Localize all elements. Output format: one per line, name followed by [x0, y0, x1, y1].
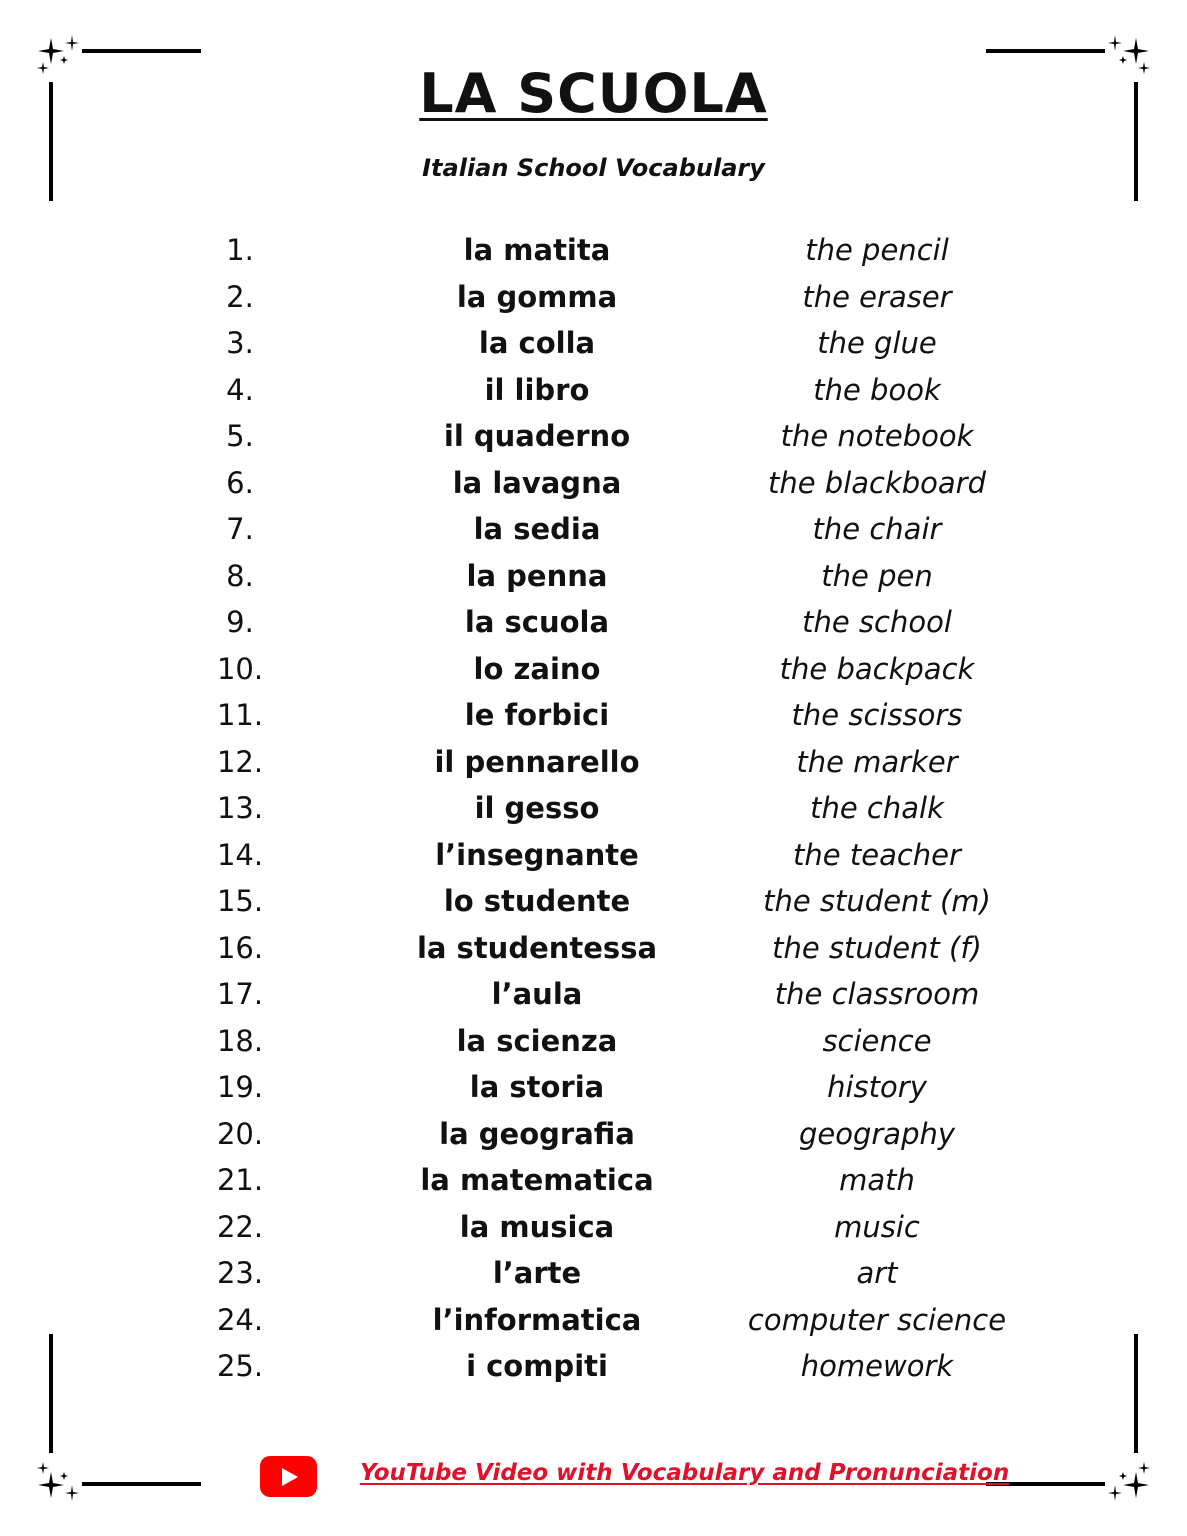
item-number: 10. — [216, 651, 264, 686]
english-translation: the student (f) — [772, 930, 982, 965]
item-number: 25. — [216, 1349, 264, 1383]
english-translation: science — [822, 1023, 932, 1058]
english-translation: the eraser — [802, 279, 952, 314]
italian-term: lo studente — [443, 884, 631, 918]
english-translation: the pen — [821, 558, 933, 593]
item-number: 23. — [216, 1256, 264, 1290]
list-item — [0, 466, 1187, 513]
english-translation: history — [827, 1070, 927, 1104]
english-translation: the book — [813, 372, 941, 407]
italian-term: la colla — [478, 326, 596, 360]
list-item — [0, 1117, 1187, 1164]
english-translation: the marker — [796, 744, 958, 779]
italian-term: la geografia — [439, 1116, 635, 1151]
italian-term: la matita — [463, 233, 611, 267]
italian-term: l’aula — [491, 977, 583, 1011]
list-item — [0, 1303, 1187, 1350]
english-translation: the classroom — [774, 977, 980, 1011]
english-translation: art — [856, 1256, 898, 1290]
item-number: 21. — [216, 1163, 264, 1197]
item-number: 16. — [216, 930, 264, 965]
list-item — [0, 326, 1187, 373]
item-number: 11. — [216, 698, 264, 732]
item-number: 24. — [216, 1302, 264, 1337]
english-translation: the glue — [817, 326, 937, 360]
list-item — [0, 1256, 1187, 1303]
italian-term: la sedia — [473, 512, 601, 546]
italian-term: la matematica — [420, 1163, 654, 1197]
english-translation: the backpack — [779, 651, 975, 686]
italian-term: i compiti — [466, 1349, 608, 1383]
english-translation: the scissors — [791, 698, 963, 732]
italian-term: la gomma — [456, 279, 618, 314]
sparkle-icon — [34, 1456, 80, 1502]
italian-term: la scienza — [456, 1023, 618, 1058]
italian-term: la penna — [466, 558, 608, 593]
item-number: 9. — [226, 605, 254, 639]
italian-term: il quaderno — [443, 419, 631, 453]
italian-term: la studentessa — [416, 930, 658, 965]
italian-term: lo zaino — [473, 651, 601, 686]
sparkle-icon — [1107, 1456, 1153, 1502]
list-item — [0, 791, 1187, 838]
italian-term: l’informatica — [432, 1302, 642, 1337]
list-item — [0, 419, 1187, 466]
english-translation: math — [839, 1163, 915, 1197]
page-subtitle: Italian School Vocabulary — [422, 154, 765, 182]
list-item — [0, 884, 1187, 931]
list-item — [0, 1163, 1187, 1210]
italian-term: la scuola — [464, 605, 610, 639]
italian-term: la storia — [469, 1070, 605, 1104]
list-item — [0, 559, 1187, 606]
english-translation: the teacher — [793, 837, 961, 872]
italian-term: il gesso — [474, 791, 600, 825]
page-title-text: LA SCUOLA — [419, 62, 768, 125]
youtube-video-link[interactable]: YouTube Video with Vocabulary and Pronunciation — [360, 1460, 1010, 1486]
english-translation: computer science — [747, 1302, 1007, 1337]
italian-term: l’arte — [492, 1256, 582, 1290]
item-number: 8. — [226, 558, 254, 593]
item-number: 4. — [226, 372, 254, 407]
english-translation: the student (m) — [763, 884, 991, 918]
italian-term: l’insegnante — [435, 837, 639, 872]
frame-top-left-h — [82, 49, 201, 53]
italian-term: le forbici — [464, 698, 610, 732]
list-item — [0, 233, 1187, 280]
list-item — [0, 280, 1187, 327]
page-title — [0, 62, 1187, 125]
list-item — [0, 652, 1187, 699]
italian-term: il pennarello — [434, 744, 640, 779]
list-item — [0, 1024, 1187, 1071]
frame-bottom-left-h — [82, 1482, 201, 1486]
item-number: 19. — [216, 1070, 264, 1104]
list-item — [0, 512, 1187, 559]
item-number: 13. — [216, 791, 264, 825]
item-number: 20. — [216, 1116, 264, 1151]
english-translation: the chair — [812, 512, 942, 546]
item-number: 18. — [216, 1023, 264, 1058]
item-number: 15. — [216, 884, 264, 918]
list-item — [0, 1349, 1187, 1396]
list-item — [0, 605, 1187, 652]
english-translation: geography — [798, 1116, 956, 1151]
item-number: 17. — [216, 977, 264, 1011]
item-number: 2. — [226, 279, 254, 314]
english-translation: music — [834, 1209, 920, 1244]
item-number: 1. — [226, 233, 254, 267]
english-translation: homework — [800, 1349, 954, 1383]
item-number: 5. — [226, 419, 254, 453]
frame-top-right-h — [986, 49, 1105, 53]
list-item — [0, 1070, 1187, 1117]
list-item — [0, 745, 1187, 792]
list-item — [0, 838, 1187, 885]
english-translation: the school — [802, 605, 952, 639]
english-translation: the blackboard — [767, 465, 987, 500]
item-number: 14. — [216, 837, 264, 872]
english-translation: the notebook — [780, 419, 974, 453]
item-number: 6. — [226, 465, 254, 500]
italian-term: la musica — [459, 1209, 615, 1244]
english-translation: the pencil — [805, 233, 949, 267]
item-number: 12. — [216, 744, 264, 779]
youtube-icon[interactable] — [260, 1456, 317, 1497]
item-number: 7. — [226, 512, 254, 546]
english-translation: the chalk — [810, 791, 944, 825]
list-item — [0, 698, 1187, 745]
item-number: 22. — [216, 1209, 264, 1244]
italian-term: il libro — [484, 372, 590, 407]
list-item — [0, 1210, 1187, 1257]
list-item — [0, 373, 1187, 420]
italian-term: la lavagna — [452, 465, 622, 500]
list-item — [0, 931, 1187, 978]
item-number: 3. — [226, 326, 254, 360]
list-item — [0, 977, 1187, 1024]
